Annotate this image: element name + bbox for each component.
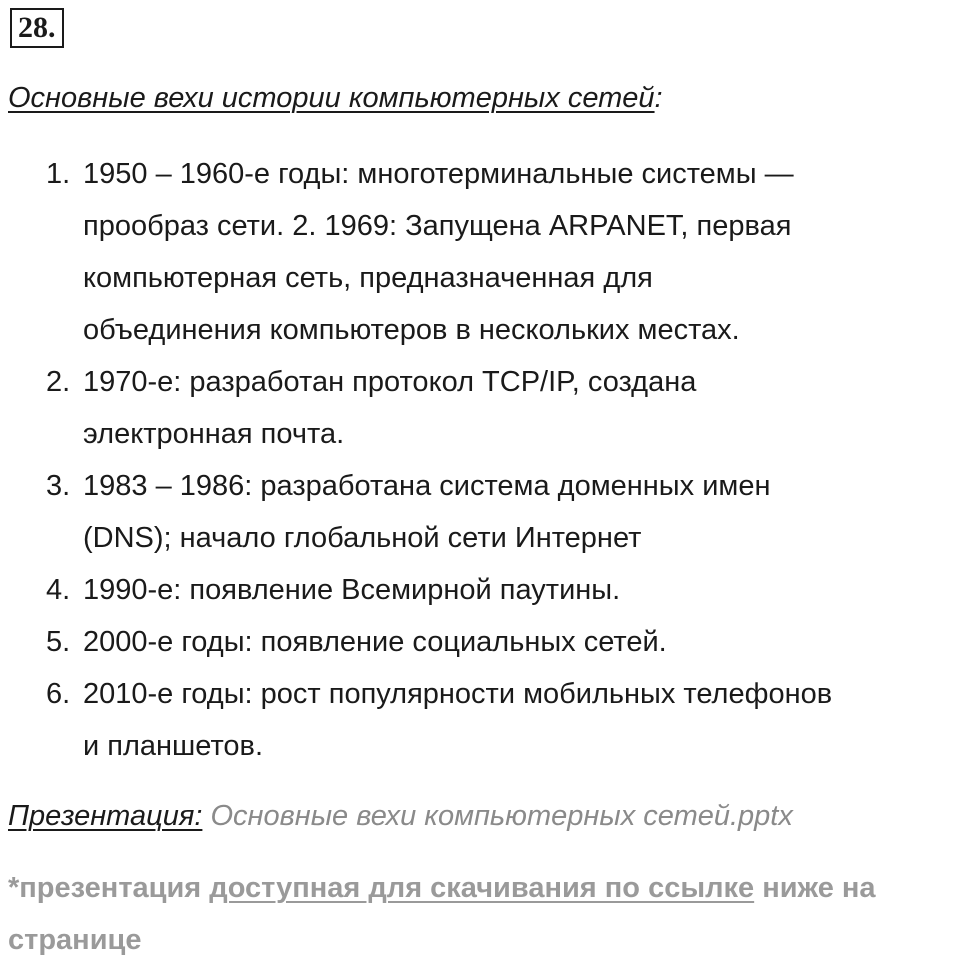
list-item-number: 6. (46, 678, 71, 710)
list-item-text: объединения компьютеров в нескольких местах. (83, 314, 740, 346)
list-item-number: 3. (46, 470, 71, 502)
list-item-number: 5. (46, 626, 71, 658)
list-item-text: (DNS); начало глобальной сети Интернет (83, 522, 642, 554)
list-item-text: 1970-е: разработан протокол TCP/IP, создана (83, 366, 697, 398)
list-item-text: 2010-е годы: рост популярности мобильных телефонов (83, 678, 833, 710)
list-item (0, 148, 960, 356)
list-item-text: компьютерная сеть, предназначенная для (83, 262, 653, 294)
download-note-suffix: ниже на странице (8, 872, 876, 956)
list-item-text: 1990-е: появление Всемирной паутины. (83, 574, 621, 606)
section-heading-colon: : (654, 82, 663, 114)
list-item-text: 2000-е годы: появление социальных сетей. (83, 626, 667, 658)
list-item-number: 1. (46, 158, 71, 190)
task-number: 28. (10, 8, 64, 48)
list-item (0, 668, 960, 772)
list-item (0, 564, 960, 616)
download-note-prefix: *презентация (8, 872, 210, 904)
presentation-line (8, 798, 793, 834)
list-item-text: прообраз сети. 2. 1969: Запущена ARPANET, первая (83, 210, 792, 242)
list-item-text: 1950 – 1960-е годы: многотерминальные системы — (83, 158, 794, 190)
section-heading (8, 80, 663, 116)
milestones-list (0, 148, 960, 772)
list-item-number: 4. (46, 574, 71, 606)
list-item-text: 1983 – 1986: разработана система доменных имен (83, 470, 771, 502)
presentation-label: Презентация: (8, 800, 203, 832)
list-item (0, 460, 960, 564)
download-note (8, 862, 952, 966)
list-item (0, 356, 960, 460)
download-link[interactable]: доступная для скачивания по ссылке (209, 872, 755, 904)
presentation-file-name: Основные вехи компьютерных сетей.pptx (210, 800, 793, 832)
list-item-text: и планшетов. (83, 730, 264, 762)
list-item (0, 616, 960, 668)
list-item-number: 2. (46, 366, 71, 398)
section-heading-title: Основные вехи истории компьютерных сетей (8, 82, 655, 114)
list-item-text: электронная почта. (83, 418, 345, 450)
